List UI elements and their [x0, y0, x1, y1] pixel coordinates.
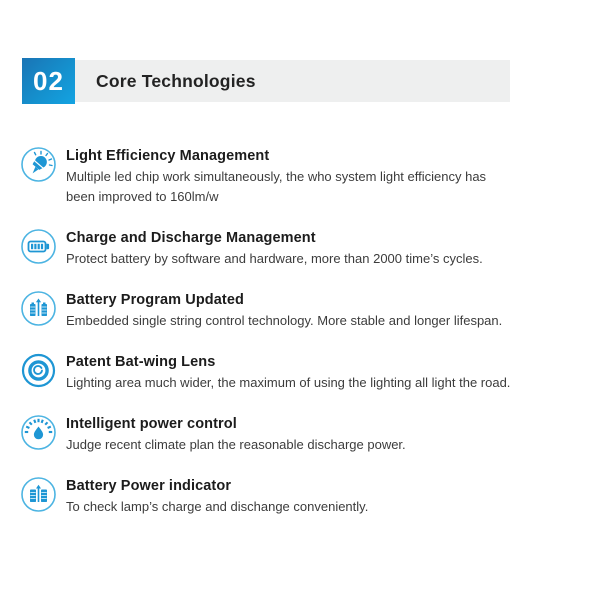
feature-item-charge-discharge	[20, 228, 560, 269]
feature-title: Charge and Discharge Management	[66, 230, 316, 246]
feature-description: Lighting area much wider, the maximum of using the lighting all light the road.	[66, 375, 511, 390]
feature-item-light-efficiency	[20, 146, 560, 207]
section-header	[22, 58, 510, 104]
feature-text	[66, 146, 512, 207]
feature-item-batwing-lens	[20, 352, 560, 393]
feature-title: Battery Power indicator	[66, 478, 232, 494]
battery-horizontal-icon	[20, 228, 57, 265]
feature-text	[66, 228, 483, 269]
feature-title: Patent Bat-wing Lens	[66, 354, 216, 370]
feature-title: Light Efficiency Management	[66, 148, 270, 164]
feature-item-battery-program	[20, 290, 560, 331]
battery-program-icon	[20, 290, 57, 327]
feature-text	[66, 414, 406, 455]
feature-description: To check lamp’s charge and dischange conveniently.	[66, 499, 369, 514]
feature-text	[66, 352, 510, 393]
feature-description: Protect battery by software and hardware, more than 2000 time’s cycles.	[66, 251, 483, 266]
feature-list	[20, 146, 560, 538]
section-title: Core Technologies	[96, 70, 256, 91]
feature-description: Judge recent climate plan the reasonable discharge power.	[66, 437, 406, 452]
section-number-badge: 02	[22, 58, 75, 104]
gauge-icon	[20, 414, 57, 451]
feature-title: Battery Program Updated	[66, 292, 244, 308]
feature-title: Intelligent power control	[66, 416, 237, 432]
lens-icon	[20, 352, 57, 389]
section-title-bar	[75, 60, 510, 102]
feature-item-power-control	[20, 414, 560, 455]
feature-item-battery-indicator	[20, 476, 560, 517]
battery-indicator-icon	[20, 476, 57, 513]
feature-description: Multiple led chip work simultaneously, the who system light efficiency has been improved to 160lm/w	[66, 169, 487, 204]
lightbulb-icon	[20, 146, 57, 183]
feature-description: Embedded single string control technology. More stable and longer lifespan.	[66, 313, 503, 328]
feature-text	[66, 476, 368, 517]
feature-text	[66, 290, 502, 331]
